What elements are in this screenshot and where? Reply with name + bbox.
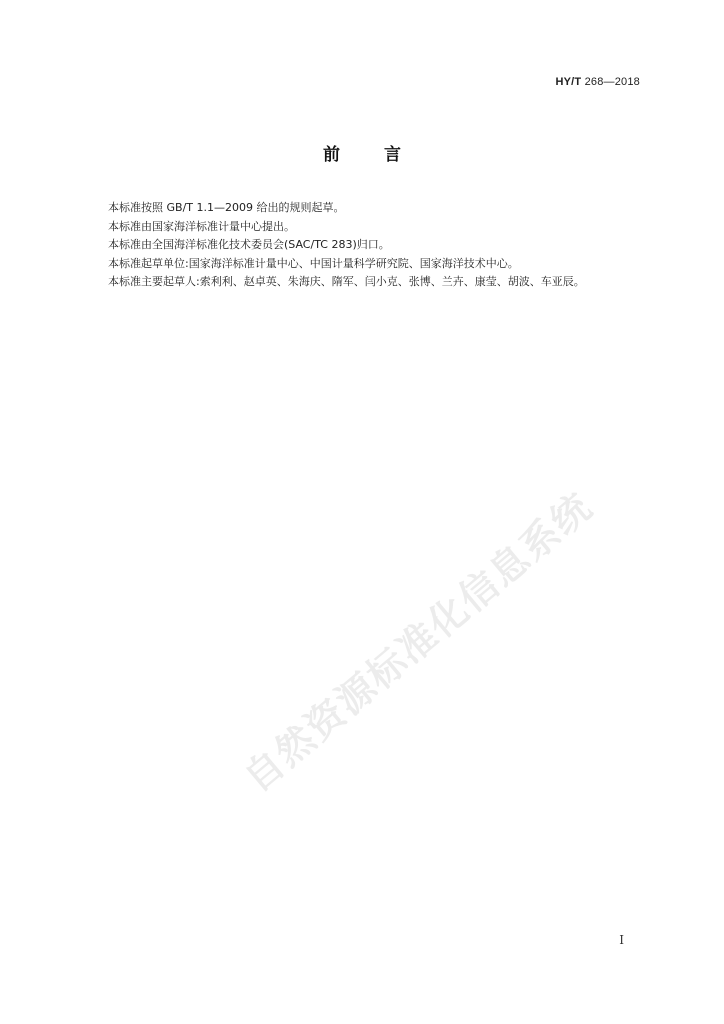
paragraph-main-drafters: 本标准主要起草人:索利利、赵卓英、朱海庆、隋军、闫小克、张博、兰卉、康莹、胡波、车亚辰。 bbox=[108, 275, 585, 289]
paragraph-under-jurisdiction: 本标准由全国海洋标准化技术委员会(SAC/TC 283)归口。 bbox=[108, 238, 390, 252]
paragraph-proposed-by: 本标准由国家海洋标准计量中心提出。 bbox=[108, 219, 295, 233]
paragraph-drafting-rules: 本标准按照 GB/T 1.1—2009 给出的规则起草。 bbox=[108, 201, 345, 214]
foreword-body bbox=[108, 199, 648, 292]
watermark: 自然资源标准化信息系统 bbox=[235, 483, 601, 801]
title-char-2: 言 bbox=[384, 145, 401, 165]
page-title bbox=[0, 140, 724, 165]
paragraph-drafting-units: 本标准起草单位:国家海洋标准计量中心、中国计量科学研究院、国家海洋技术中心。 bbox=[108, 256, 519, 270]
standard-code bbox=[555, 76, 640, 88]
page-number: I bbox=[619, 933, 624, 947]
standard-number: 268—2018 bbox=[584, 76, 640, 88]
standard-prefix: HY/T bbox=[555, 76, 582, 88]
title-char-1: 前 bbox=[323, 145, 340, 165]
